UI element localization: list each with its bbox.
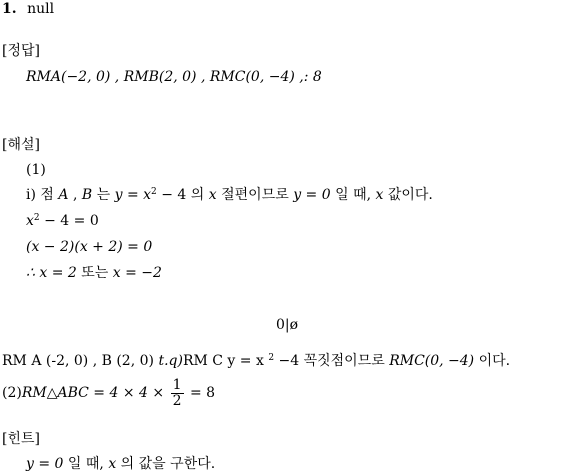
summary-c: RM C y = x <box>182 353 269 369</box>
step-i-b: , <box>72 187 78 203</box>
var-a: A <box>58 187 69 203</box>
hint-a: y = 0 <box>26 456 64 472</box>
var-x-2: x <box>375 187 384 203</box>
hint-c: x <box>108 456 117 472</box>
step-i-i: 값이다. <box>387 187 433 203</box>
answer-header: [정답] <box>2 43 40 59</box>
equation-3 <box>26 264 162 282</box>
eq1-rest: − 4 = 0 <box>44 213 99 229</box>
eq3-c: x = −2 <box>112 265 162 281</box>
part2-line <box>2 376 215 410</box>
step-i-marker: ⅰ) <box>26 187 36 203</box>
var-x: x <box>208 187 217 203</box>
hint-b: 일 때, <box>67 456 104 472</box>
fraction-denominator: 2 <box>172 392 182 409</box>
eq1-var: x <box>26 213 34 229</box>
hint-header: [힌트] <box>2 431 40 447</box>
hint-body <box>26 455 215 473</box>
center-mark: 0|ø <box>276 317 299 333</box>
step-i-f: 절편이므로 <box>221 187 289 203</box>
summary-exponent: 2 <box>268 353 275 363</box>
eq3-a: ∴ x = 2 <box>26 265 77 281</box>
explanation-header: [해설] <box>2 137 40 153</box>
step-i-d: y = x <box>114 187 152 203</box>
step-i-c: 는 <box>96 187 111 203</box>
problem-number: 1. <box>2 1 17 17</box>
hint-d: 의 값을 구한다. <box>120 456 216 472</box>
fraction <box>171 378 184 409</box>
step-i <box>26 186 433 204</box>
equation-1 <box>26 212 99 230</box>
part2-expr: RM△ABC = 4 × 4 × <box>21 385 169 401</box>
part2-result: = 8 <box>185 385 216 401</box>
summary-f: 이다. <box>474 353 511 369</box>
part2-label: (2) <box>2 385 22 401</box>
summary-d: −4 꼭짓점이므로 <box>274 353 390 369</box>
eq1-exponent: 2 <box>33 213 40 223</box>
equation-2: (x − 2)(x + 2) = 0 <box>26 239 153 255</box>
summary-e: RMC(0, −4) <box>389 353 475 369</box>
summary-line <box>2 352 510 370</box>
problem-text: null <box>27 1 55 17</box>
answer-body: RMA(−2, 0) , RMB(2, 0) , RMC(0, −4) ,: 8 <box>26 69 322 85</box>
part1-label: (1) <box>26 162 46 178</box>
var-b: B <box>81 187 93 203</box>
step-i-e: − 4 의 <box>161 187 205 203</box>
eq3-b: 또는 <box>81 265 109 281</box>
step-i-g: y = 0 <box>293 187 331 203</box>
exponent: 2 <box>151 187 157 197</box>
summary-b: t.q) <box>158 353 183 369</box>
problem-heading <box>2 0 54 18</box>
fraction-numerator: 1 <box>172 376 182 393</box>
summary-a: RM A (-2, 0) , B (2, 0) <box>2 353 159 369</box>
step-i-a: 점 <box>40 187 54 203</box>
step-i-h: 일 때, <box>335 187 372 203</box>
